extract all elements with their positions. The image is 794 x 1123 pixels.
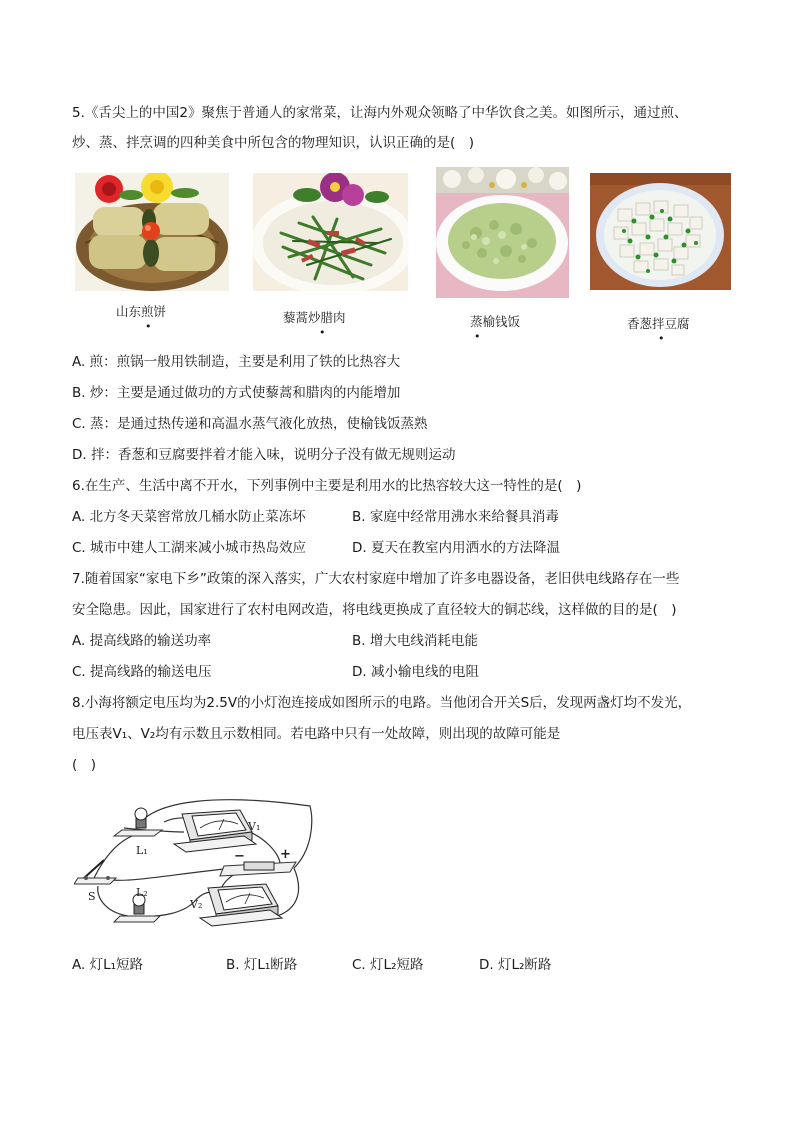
circuit-diagram — [74, 792, 314, 940]
q8-stem-line1: 8.小海将额定电压均为2.5V的小灯泡连接成如图所示的电路。当他闭合开关S后，发现两盏灯均不发光， — [72, 695, 692, 711]
caption-dot: • — [145, 320, 152, 333]
q8-stem-line2: 电压表V₁、V₂均有示数且示数相同。若电路中只有一处故障，则出现的故障可能是 — [72, 726, 561, 742]
q6-option-d: D. 夏天在教室内用洒水的方法降温 — [352, 540, 560, 556]
caption-dot: • — [658, 332, 665, 345]
photo-yuqian-fan — [436, 167, 569, 298]
label-v2: V₂ — [190, 898, 203, 911]
caption-yuqian-fan: 蒸榆钱饭 — [470, 314, 521, 329]
label-l1: L₁ — [136, 844, 148, 857]
q8-option-d: D. 灯L₂断路 — [479, 957, 552, 973]
q6-option-c: C. 城市中建人工湖来减小城市热岛效应 — [72, 540, 307, 556]
q5-stem-line2: 炒、蒸、拌烹调的四种美食中所包含的物理知识，认识正确的是( ) — [72, 135, 475, 151]
q5-option-c: C. 蒸：是通过热传递和高温水蒸气液化放热，使榆钱饭蒸熟 — [72, 416, 428, 432]
q5-stem-line1: 5.《舌尖上的中国2》聚焦于普通人的家常菜，让海内外观众领略了中华饮食之美。如图所示，通过煎、 — [72, 105, 688, 121]
q6-option-b: B. 家庭中经常用沸水来给餐具消毒 — [352, 509, 559, 525]
q7-option-d: D. 减小输电线的电阻 — [352, 664, 479, 680]
label-minus: − — [234, 849, 245, 864]
q5-option-b: B. 炒：主要是通过做功的方式使藜蒿和腊肉的内能增加 — [72, 385, 401, 401]
caption-dot: • — [319, 326, 326, 339]
photo-lihao-larou — [253, 173, 408, 291]
q7-option-a: A. 提高线路的输送功率 — [72, 633, 212, 649]
q7-option-b: B. 增大电线消耗电能 — [352, 633, 478, 649]
q7-stem-line2: 安全隐患。因此，国家进行了农村电网改造，将电线更换成了直径较大的铜芯线，这样做的目的是( ) — [72, 602, 677, 618]
label-s: S — [88, 890, 96, 903]
label-v1: V₁ — [248, 820, 261, 833]
q8-stem-line3: ( ) — [72, 757, 97, 773]
photo-tofu-scallion — [590, 173, 731, 290]
caption-jianbing: 山东煎饼 — [116, 304, 167, 319]
q6-option-a: A. 北方冬天菜窖常放几桶水防止菜冻坏 — [72, 509, 306, 525]
q7-option-c: C. 提高线路的输送电压 — [72, 664, 212, 680]
q5-option-d: D. 拌：香葱和豆腐要拌着才能入味，说明分子没有做无规则运动 — [72, 447, 456, 463]
q8-option-b: B. 灯L₁断路 — [226, 957, 298, 973]
label-l2: L₂ — [136, 886, 148, 899]
caption-tofu: 香葱拌豆腐 — [627, 316, 690, 331]
q8-option-a: A. 灯L₁短路 — [72, 957, 144, 973]
caption-lihao-larou: 藜蒿炒腊肉 — [283, 310, 346, 325]
caption-dot: • — [474, 330, 481, 343]
photo-shandong-jianbing — [75, 173, 229, 291]
q5-option-a: A. 煎：煎锅一般用铁制造，主要是利用了铁的比热容大 — [72, 354, 401, 370]
label-plus: + — [280, 847, 291, 862]
q6-stem: 6.在生产、生活中离不开水，下列事例中主要是利用水的比热容较大这一特性的是( ) — [72, 478, 582, 494]
q7-stem-line1: 7.随着国家“家电下乡”政策的深入落实，广大农村家庭中增加了许多电器设备，老旧供电线路存在一些 — [72, 571, 680, 587]
q8-option-c: C. 灯L₂短路 — [352, 957, 424, 973]
